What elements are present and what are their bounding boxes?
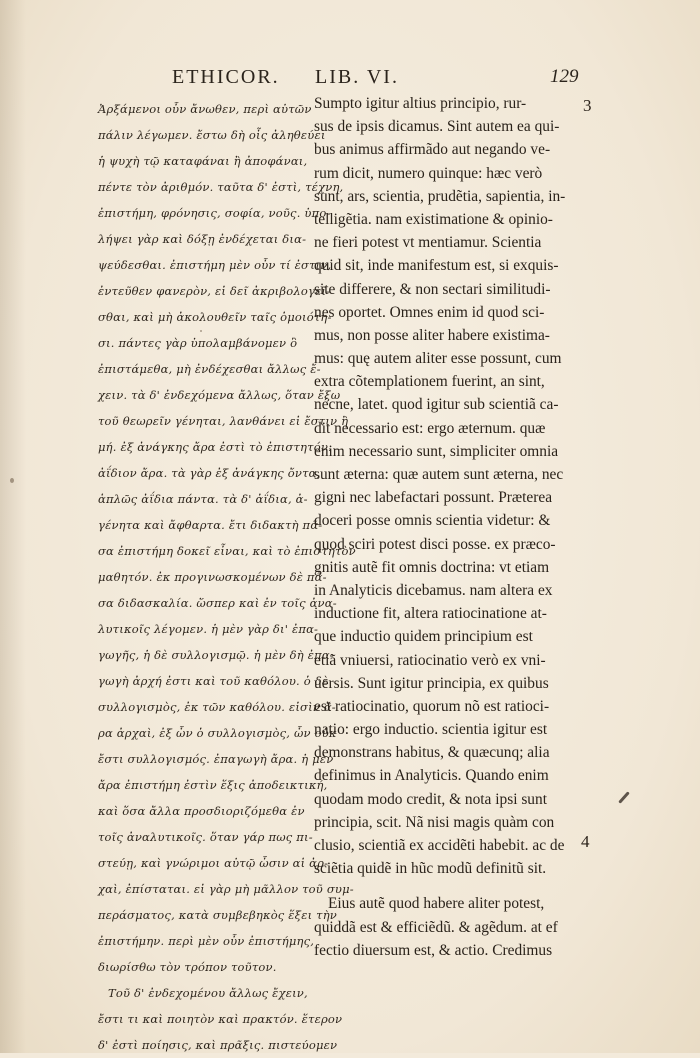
greek-text-line: γωγὴ ἀρχή ἐστι καὶ τοῦ καθόλου. ὁ δὲ bbox=[98, 674, 329, 688]
margin-section-number: 4 bbox=[581, 832, 590, 851]
greek-text-line: ἁπλῶς ἀΐδια πάντα. τὰ δ' ἀΐδια, ἀ- bbox=[98, 492, 308, 506]
latin-text-line: gigni nec labefactari possunt. Præterea bbox=[314, 489, 553, 507]
greek-text-line: λήψει γὰρ καὶ δόξῃ ἐνδέχεται δια- bbox=[98, 232, 307, 246]
greek-text-line: πάλιν λέγωμεν. ἔστω δὴ οἷς ἀληθεύει bbox=[98, 128, 326, 142]
latin-text-line: definimus in Analyticis. Quando enim bbox=[314, 767, 549, 785]
greek-text-line: λυτικοῖς λέγομεν. ἡ μὲν γὰρ δι' ἐπα- bbox=[98, 622, 319, 636]
latin-text-line: dit necessario est: ergo æternum. quæ bbox=[314, 419, 546, 437]
greek-text-line: Τοῦ δ' ἐνδεχομένου ἄλλως ἔχειν, bbox=[108, 986, 308, 1000]
greek-text-line: γένητα καὶ ἄφθαρτα. ἔτι διδακτὴ πᾶ- bbox=[98, 518, 323, 532]
greek-column bbox=[98, 96, 356, 1058]
greek-text-line: στεύῃ, καὶ γνώριμοι αὐτῷ ὦσιν αἱ ἀρ- bbox=[98, 856, 329, 870]
greek-text-line: ἔστι τι καὶ ποιητὸν καὶ πρακτόν. ἕτερον bbox=[98, 1012, 343, 1026]
greek-text-line: πέντε τὸν ἀριθμόν. ταῦτα δ' ἐστὶ, τέχνη, bbox=[98, 180, 344, 194]
greek-text-line: σα ἐπιστήμη δοκεῖ εἶναι, καὶ τὸ ἐπιστητὸν bbox=[98, 544, 356, 558]
greek-text-line: ἐπιστήμη, φρόνησις, σοφία, νοῦς. ὑπο- bbox=[98, 206, 331, 220]
latin-text-line: quid sit, inde manifestum est, si exquis- bbox=[314, 257, 559, 275]
running-head bbox=[0, 66, 700, 90]
margin-section-number: 3 bbox=[583, 96, 592, 115]
gutter-shadow bbox=[0, 0, 26, 1053]
greek-text-line: ἐντεῦθεν φανερὸν, εἰ δεῖ ἀκριβολογεῖ- bbox=[98, 284, 331, 298]
latin-text-line: nes oportet. Omnes enim id quod sci- bbox=[314, 303, 545, 321]
greek-text-line: τοῦ θεωρεῖν γένηται, λανθάνει εἰ ἔστιν ἢ bbox=[98, 414, 349, 428]
latin-text-line: extra cõtemplationem fuerint, an sint, bbox=[314, 373, 545, 391]
latin-text-line: gnitis autẽ fit omnis doctrina: vt etiam bbox=[314, 558, 550, 576]
greek-text-line: χαὶ, ἐπίσταται. εἰ γὰρ μὴ μᾶλλον τοῦ συμ- bbox=[98, 882, 354, 896]
latin-text-line: que inductio quidem principium est bbox=[314, 628, 533, 646]
latin-text-line: bus animus affirmãdo aut negando ve- bbox=[314, 141, 551, 159]
greek-text-line: ψεύδεσθαι. ἐπιστήμη μὲν οὖν τί ἐστιν, bbox=[98, 258, 332, 272]
greek-text-line: περάσματος, κατὰ συμβεβηκὸς ἕξει τὴν bbox=[98, 908, 337, 922]
latin-text-line: uersis. Sunt igitur principia, ex quibus bbox=[314, 674, 549, 692]
greek-text-line: ἀΐδιον ἄρα. τὰ γὰρ ἐξ ἀνάγκης ὄντα, bbox=[98, 466, 321, 480]
latin-text-line: doceri posse omnis scientia videtur: & bbox=[314, 512, 551, 530]
latin-text-line: Eius autẽ quod habere aliter potest, bbox=[328, 895, 545, 913]
greek-text-line: μή. ἐξ ἀνάγκης ἄρα ἐστὶ τὸ ἐπιστητόν. bbox=[98, 440, 332, 454]
latin-text-line: demonstrans habitus, & quæcunq; alia bbox=[314, 744, 550, 762]
latin-text-line: nécne, latet. quod igitur sub scientiã ca- bbox=[314, 396, 559, 414]
latin-text-line: clusio, scientiã ex accidẽti habebit. ac de bbox=[314, 837, 565, 854]
greek-text-line: σα διδασκαλία. ὥσπερ καὶ ἐν τοῖς ἀνα- bbox=[98, 596, 337, 610]
latin-text-line: ne fieri potest vt mentiamur. Scientia bbox=[314, 234, 542, 252]
greek-text-line: δ' ἐστὶ ποίησις, καὶ πρᾶξις. πιστεύομεν bbox=[98, 1038, 338, 1052]
latin-text-line: mus, non posse aliter habere existima- bbox=[314, 326, 550, 344]
greek-text-line: μαθητόν. ἐκ προγινωσκομένων δὲ πᾶ- bbox=[98, 570, 327, 584]
running-head-left: ETHICOR. bbox=[172, 66, 280, 88]
running-head-right: LIB. VI. bbox=[315, 66, 399, 88]
greek-text-line: ἐπιστάμεθα, μὴ ἐνδέχεσθαι ἄλλως ἔ- bbox=[98, 362, 321, 376]
latin-text-line: principia, scit. Nã nisi magis quàm con bbox=[314, 813, 555, 831]
latin-text-line: in Analyticis dicebamus. nam altera ex bbox=[314, 581, 553, 599]
greek-text-line: χειν. τὰ δ' ἐνδεχόμενα ἄλλως, ὅταν ἔξω bbox=[98, 388, 341, 402]
greek-text-line: γωγῆς, ἡ δὲ συλλογισμῷ. ἡ μὲν δὴ ἐπα- bbox=[98, 648, 334, 662]
greek-text-line: ἔστι συλλογισμός. ἐπαγωγὴ ἄρα. ἡ μὲν bbox=[98, 752, 334, 766]
latin-text-line: mus: quę autem aliter esse possunt, cum bbox=[314, 350, 562, 368]
latin-text-line: site differere, & non sectari similitudi- bbox=[314, 280, 551, 298]
greek-text-line: συλλογισμὸς, ἐκ τῶν καθόλου. εἰσὶν ἄ- bbox=[98, 700, 336, 714]
greek-text-line: ρα ἀρχαὶ, ἐξ ὧν ὁ συλλογισμὸς, ὧν οὐκ bbox=[98, 726, 337, 740]
greek-text-line: Ἀρξάμενοι οὖν ἄνωθεν, περὶ αὐτῶν bbox=[98, 102, 312, 116]
paper-speck bbox=[10, 478, 14, 483]
greek-text-line: καὶ ὅσα ἄλλα προσδιοριζόμεθα ἐν bbox=[98, 804, 305, 818]
latin-text-line: fectio diuersum est, & actio. Credimus bbox=[314, 941, 553, 959]
latin-text-line: rum dicit, numero quinque: hæc verò bbox=[314, 164, 543, 182]
folio-number: 129 bbox=[550, 66, 579, 87]
latin-text-line: etiã vniuersi, ratiocinatio verò ex vni- bbox=[314, 651, 546, 669]
latin-text-line: quod sciri potest disci posse. ex præco- bbox=[314, 535, 556, 553]
latin-text-line: quiddã est & efficiẽdũ. & agẽdum. at ef bbox=[314, 918, 558, 936]
latin-text-line: quodam modo credit, & nota ipsi sunt bbox=[314, 790, 547, 808]
latin-text-line: sciẽtia quidẽ in hũc modũ definitũ sit. bbox=[314, 860, 547, 878]
latin-text-line: sunt, ars, scientia, prudẽtia, sapientia, in- bbox=[314, 187, 566, 205]
latin-text-line: est ratiocinatio, quorum nõ est ratioci- bbox=[314, 697, 550, 715]
latin-text-line: inductione fit, altera ratiocinatione at- bbox=[314, 605, 547, 623]
latin-text-line: sunt æterna: quæ autem sunt æterna, nec bbox=[314, 466, 564, 483]
latin-text-line: sus de ipsis dicamus. Sint autem ea qui- bbox=[314, 118, 560, 136]
latin-column bbox=[314, 92, 576, 962]
latin-text-line: enim necessario sunt, simpliciter omnia bbox=[314, 442, 559, 460]
latin-text-line: natio: ergo inductio. scientia igitur est bbox=[314, 721, 548, 739]
greek-text-line: διωρίσθω τὸν τρόπον τοῦτον. bbox=[98, 960, 277, 974]
latin-text-line: Sumpto igitur altius principio, rur- bbox=[314, 95, 527, 112]
greek-text-line: ἡ ψυχὴ τῷ καταφάναι ἢ ἀποφάναι, bbox=[98, 154, 308, 168]
paper-speck bbox=[200, 330, 202, 332]
greek-text-line: σθαι, καὶ μὴ ἀκολουθεῖν ταῖς ὁμοιότη- bbox=[98, 310, 332, 324]
greek-text-line: ἐπιστήμην. περὶ μὲν οὖν ἐπιστήμης, bbox=[98, 934, 315, 948]
greek-text-line: σι. πάντες γὰρ ὑπολαμβάνομεν ὃ bbox=[98, 336, 298, 350]
greek-text-line: τοῖς ἀναλυτικοῖς. ὅταν γάρ πως πι- bbox=[98, 830, 313, 844]
greek-text-line: ἄρα ἐπιστήμη ἐστὶν ἕξις ἀποδεικτική, bbox=[98, 778, 328, 792]
latin-text-line: telligẽtia. nam existimatione & opinio- bbox=[314, 210, 553, 228]
ink-mark bbox=[618, 791, 630, 803]
